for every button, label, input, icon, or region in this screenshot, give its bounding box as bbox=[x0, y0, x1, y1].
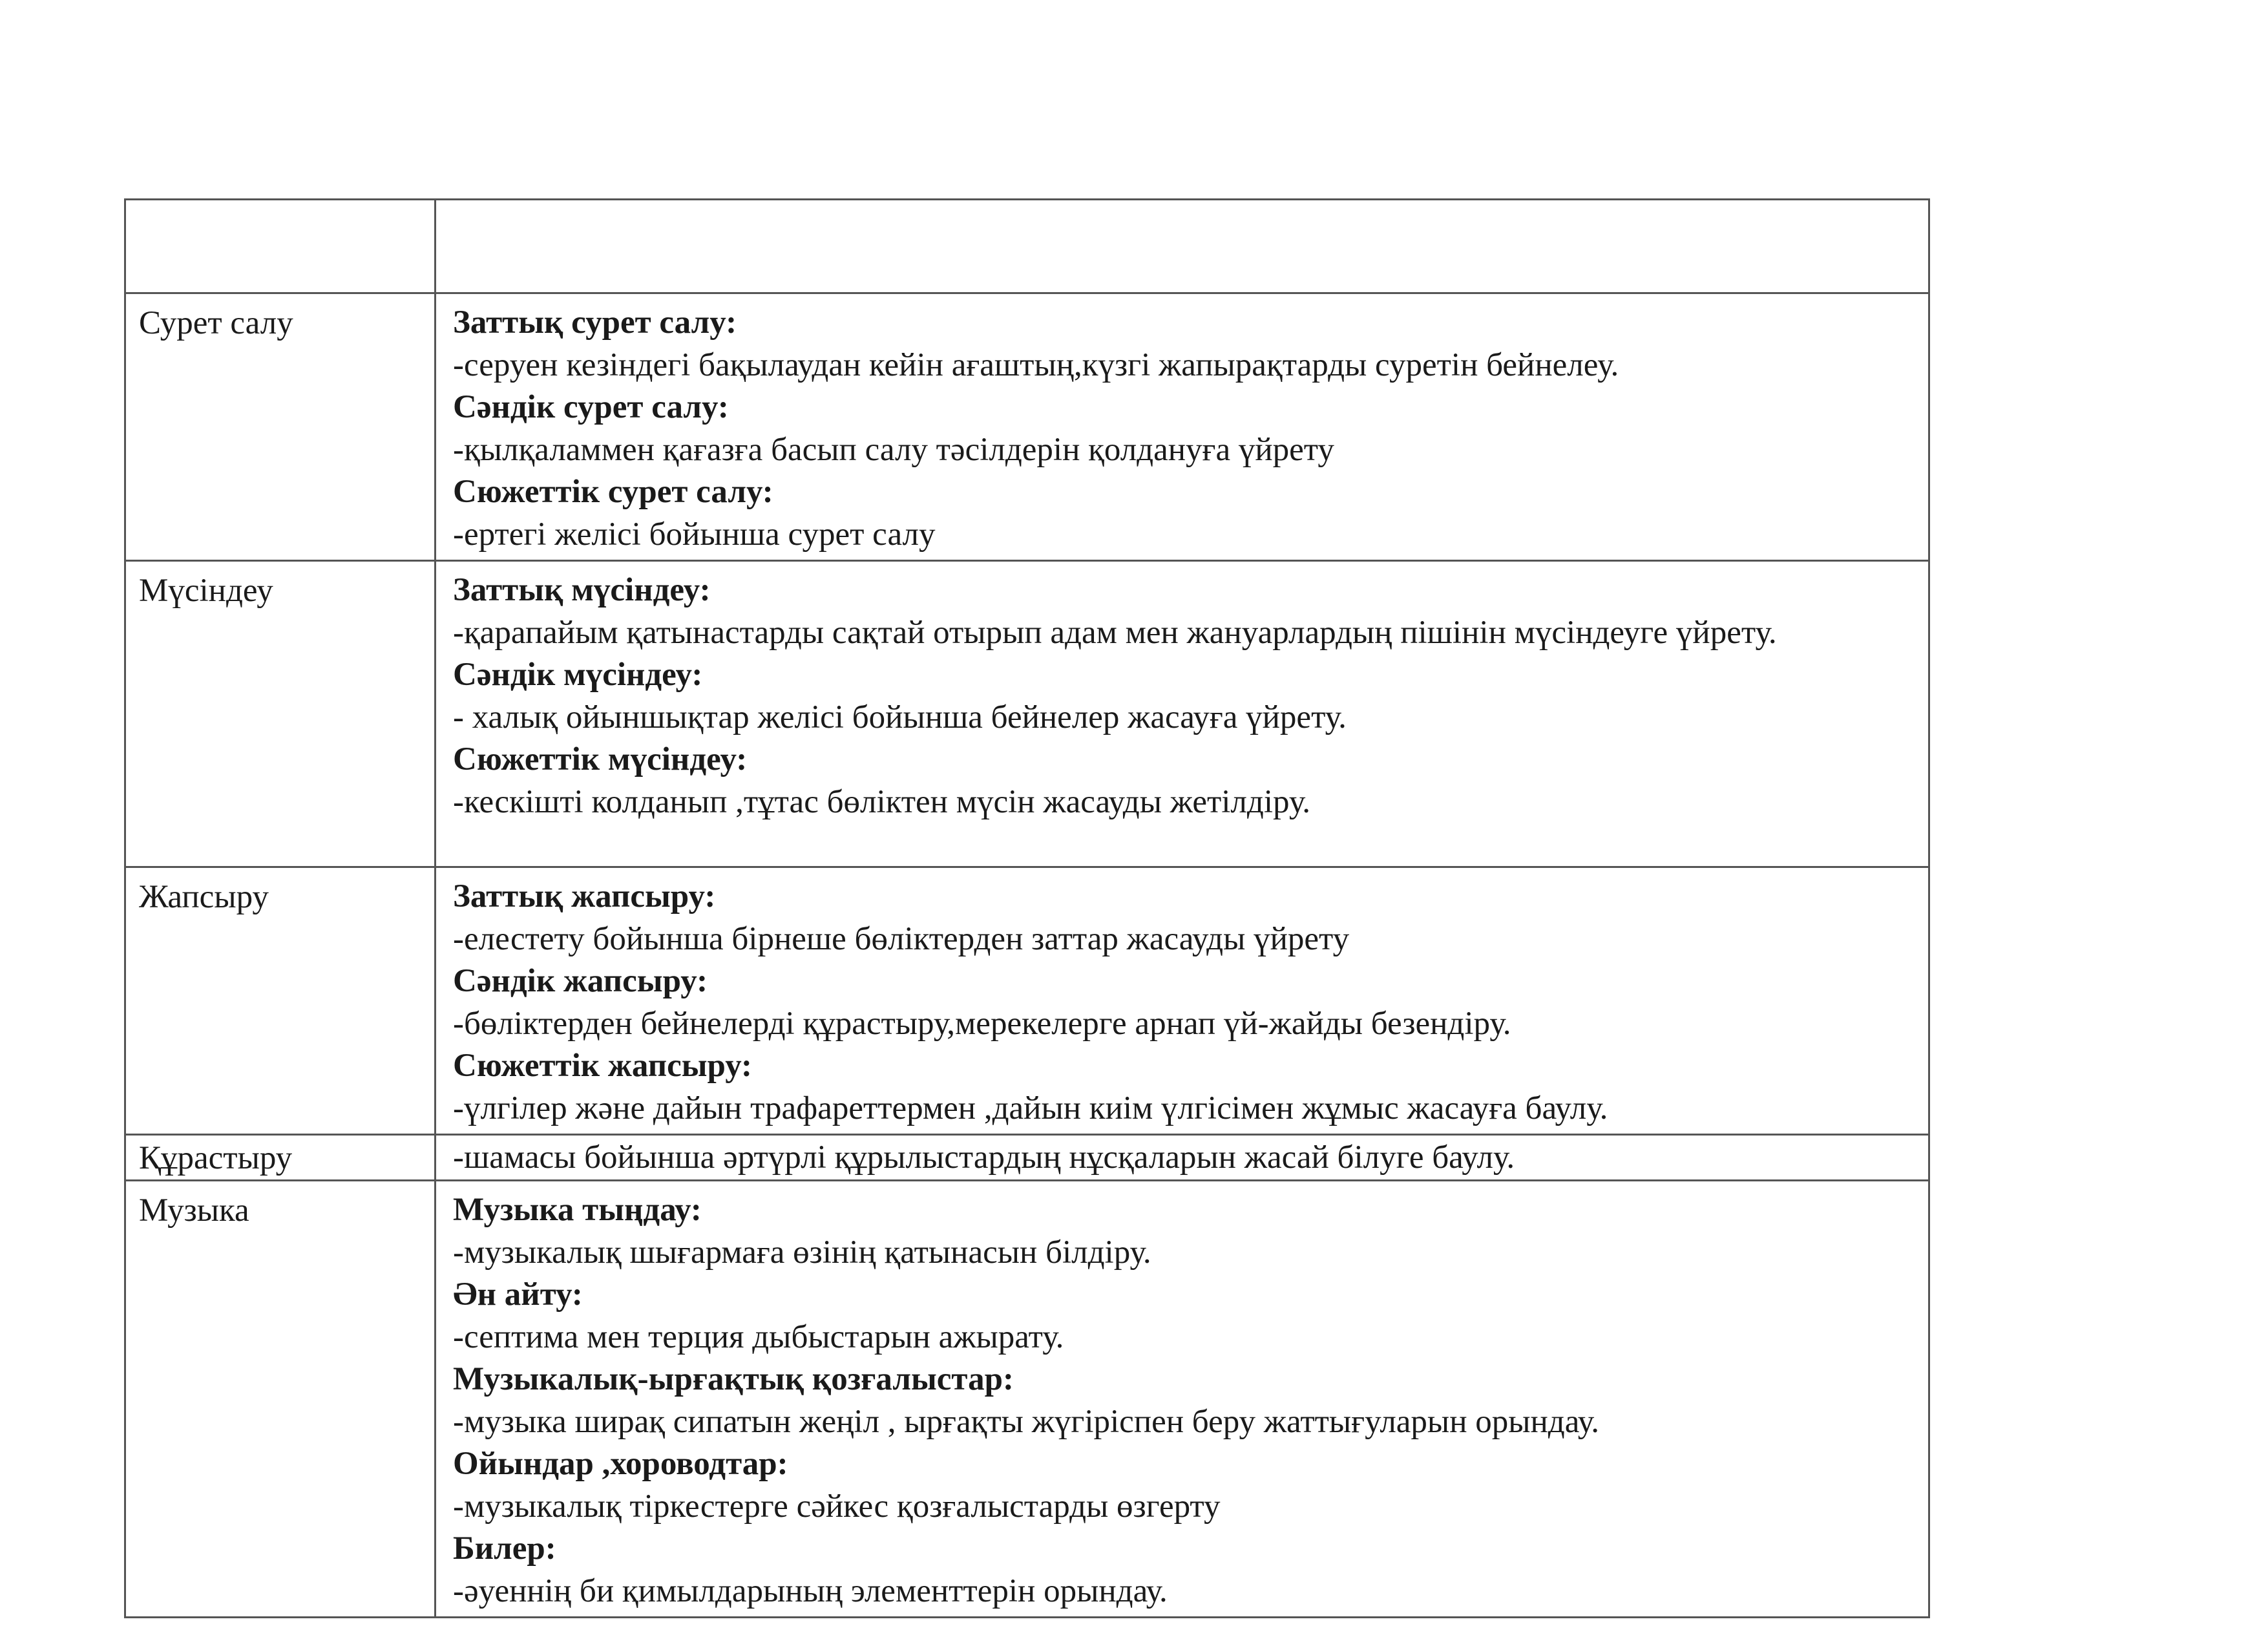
section-title: Заттық сурет салу: bbox=[453, 304, 737, 341]
header-cell-area bbox=[125, 200, 436, 293]
content-cell bbox=[436, 561, 1929, 867]
table-row bbox=[125, 561, 1929, 867]
section-text: -әуеннің би қимылдарының элементтерін орындау. bbox=[453, 1572, 1168, 1609]
area-cell: Жапсыру bbox=[125, 867, 436, 1135]
table-row bbox=[125, 867, 1929, 1135]
section-text: -үлгілер және дайын трафареттермен ,дайын киім үлгісімен жұмыс жасауға баулу. bbox=[453, 1090, 1608, 1126]
section-title: Ән айту: bbox=[453, 1276, 583, 1313]
section-title: Сюжеттік жапсыру: bbox=[453, 1048, 753, 1084]
section-text: -елестету бойынша бірнеше бөліктерден заттар жасауды үйрету bbox=[453, 920, 1350, 957]
section-text: -септима мен терция дыбыстарын ажырату. bbox=[453, 1318, 1064, 1355]
section-text: -музыкалық тіркестерге сәйкес қозғалыстарды өзгерту bbox=[453, 1488, 1221, 1525]
section-title: Заттық мүсіндеу: bbox=[453, 572, 711, 608]
curriculum-table bbox=[124, 198, 1930, 1618]
section-text: -серуен кезіндегі бақылаудан кейін ағаштың,күзгі жапырақтарды суретін бейнелеу. bbox=[453, 346, 1619, 383]
table-row bbox=[125, 293, 1929, 561]
section-text: -қылқаламмен қағазға басып салу тәсілдерін қолдануға үйрету bbox=[453, 431, 1334, 468]
section-text: -қарапайым қатынастарды сақтай отырып адам мен жануарлардың пішінін мүсіндеуге үйрету. bbox=[453, 614, 1777, 651]
section-title: Сюжеттік сурет салу: bbox=[453, 474, 773, 510]
content-cell bbox=[436, 867, 1929, 1135]
table-header-row bbox=[125, 200, 1929, 293]
section-text: -ертегі желісі бойынша сурет салу bbox=[453, 516, 936, 553]
section-text: -музыка ширақ сипатын жеңіл , ырғақты жүгіріспен беру жаттығуларын орындау. bbox=[453, 1403, 1599, 1440]
area-cell: Сурет салу bbox=[125, 293, 436, 561]
area-cell: Музыка bbox=[125, 1181, 436, 1618]
area-cell: Мүсіндеу bbox=[125, 561, 436, 867]
section-text: -музыкалық шығармаға өзінің қатынасын білдіру. bbox=[453, 1234, 1151, 1271]
section-title: Сәндік мүсіндеу: bbox=[453, 657, 703, 693]
header-cell-content bbox=[436, 200, 1929, 293]
content-cell bbox=[436, 1181, 1929, 1618]
content-cell bbox=[436, 293, 1929, 561]
section-title: Музыкалық-ырғақтық қозғалыстар: bbox=[453, 1361, 1014, 1397]
area-cell: Құрастыру bbox=[125, 1135, 436, 1181]
table-row bbox=[125, 1135, 1929, 1181]
section-text: -шамасы бойынша әртүрлі құрылыстардың нұсқаларын жасай білуге баулу. bbox=[453, 1139, 1515, 1176]
section-title: Ойындар ,хороводтар: bbox=[453, 1446, 788, 1482]
table-row bbox=[125, 1181, 1929, 1618]
section-title: Сюжеттік мүсіндеу: bbox=[453, 741, 748, 777]
section-title: Заттық жапсыру: bbox=[453, 878, 716, 914]
section-text: -бөліктерден бейнелерді құрастыру,мерекелерге арнап үй-жайды безендіру. bbox=[453, 1005, 1511, 1042]
section-title: Музыка тыңдау: bbox=[453, 1192, 702, 1228]
section-title: Сәндік жапсыру: bbox=[453, 963, 708, 999]
section-text: - халық ойыншықтар желісі бойынша бейнелер жасауға үйрету. bbox=[453, 699, 1347, 735]
section-title: Билер: bbox=[453, 1530, 556, 1567]
section-text: -кескішті колданып ,тұтас бөліктен мүсін жасауды жетілдіру. bbox=[453, 783, 1310, 820]
content-cell bbox=[436, 1135, 1929, 1181]
section-title: Сәндік сурет салу: bbox=[453, 389, 729, 425]
